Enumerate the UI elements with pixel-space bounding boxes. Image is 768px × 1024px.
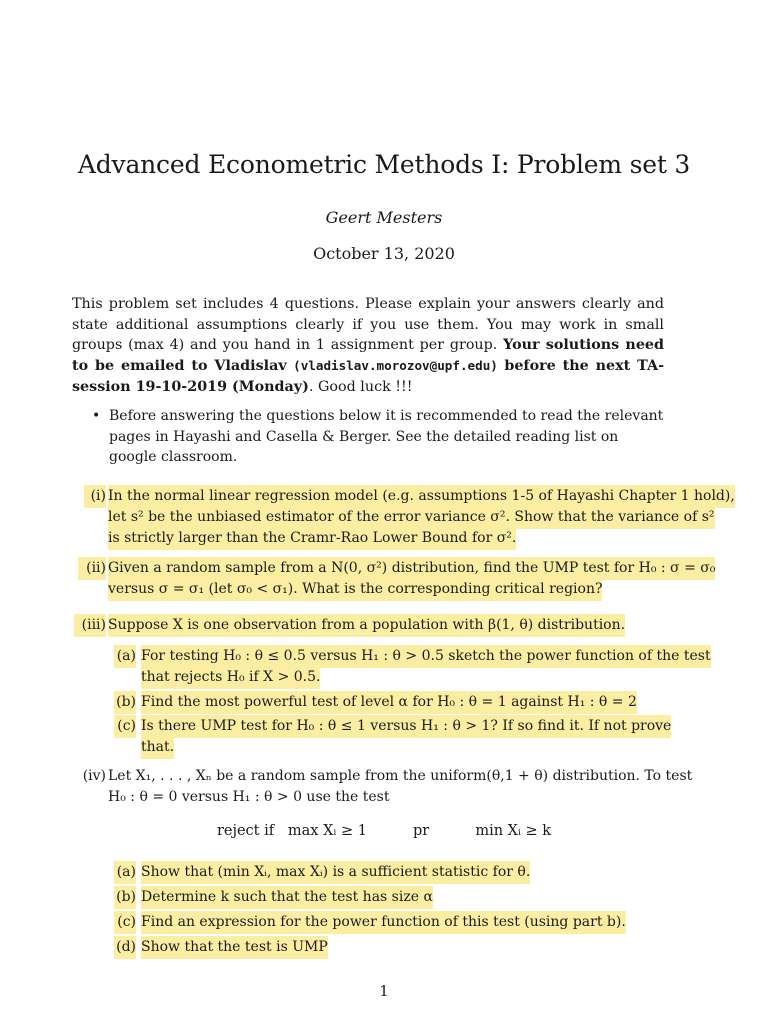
subquestion-line: For testing H₀ : θ ≤ 0.5 versus H₁ : θ > 0.5 sketch the power function of the test [141,645,711,668]
question-label: (iv) [82,768,106,784]
page-number: 1 [379,982,389,1000]
intro-bold-instruction: Your solutions need to be emailed to Vladislav [72,337,665,375]
subquestion-label: (d) [114,936,136,959]
rejection-rule-equation: reject if max Xᵢ ≥ 1 pr min Xᵢ ≥ k [216,823,552,839]
author-name: Geert Mesters [325,208,443,227]
question-line: H₀ : θ = 0 versus H₁ : θ > 0 use the test [108,789,390,805]
bullet-text: Before answering the questions below it is recommended to read the relevant pages in Hayashi and Casella & Berger. See the detailed reading list on google classroom. [109,408,664,465]
question-label: (ii) [78,557,106,580]
document-date: October 13, 2020 [313,244,455,263]
subquestion-label: (c) [114,715,136,738]
subquestion-line: Find the most powerful test of level α for H₀ : θ = 1 against H₁ : θ = 2 [141,691,637,714]
subquestion-label: (b) [114,886,136,909]
subquestion-line: Find an expression for the power function of this test (using part b). [141,911,626,934]
subquestion-line: that rejects H₀ if X > 0.5. [141,666,320,689]
question-line: Suppose X is one observation from a population with β(1, θ) distribution. [108,614,625,637]
subquestion-label: (a) [114,645,136,668]
bullet-dot-icon: • [92,408,101,424]
question-line: In the normal linear regression model (e.g. assumptions 1-5 of Hayashi Chapter 1 hold), [108,485,735,508]
intro-email: (vladislav.morozov@upf.edu) [293,358,498,374]
intro-paragraph [72,294,664,398]
subquestion-label: (c) [114,911,136,934]
subquestion-label: (a) [114,861,136,884]
subquestion-line: Is there UMP test for H₀ : θ ≤ 1 versus H₁ : θ > 1? If so find it. If not prove [141,715,671,738]
intro-text: This problem set includes 4 questions. Please explain your answers clearly and state additional assumptions clearly if you use them. You may work in small groups (max 4) and you hand in 1 assignment per group. [72,296,664,354]
question-line: Given a random sample from a N(0, σ²) distribution, find the UMP test for H₀ : σ = σ₀ [108,557,715,580]
subquestion-line: that. [141,736,174,759]
subquestion-line: Show that the test is UMP [141,936,328,959]
question-line: is strictly larger than the Cramr-Rao Lower Bound for σ². [108,527,516,550]
subquestion-label: (b) [114,691,136,714]
question-line: let s² be the unbiased estimator of the error variance σ². Show that the variance of s² [108,506,715,529]
document-title: Advanced Econometric Methods I: Problem set 3 [77,150,691,179]
question-line: Let X₁, . . . , Xₙ be a random sample from the uniform(θ,1 + θ) distribution. To test [108,768,693,784]
subquestion-line: Show that (min Xᵢ, max Xᵢ) is a sufficient statistic for θ. [141,861,530,884]
subquestion-line: Determine k such that the test has size α [141,886,433,909]
question-label: (i) [84,485,106,508]
intro-closing: . Good luck !!! [308,378,413,395]
intro-deadline: before the next TA-session 19-10-2019 (Monday) [72,358,665,395]
question-label: (iii) [74,614,106,637]
question-line: versus σ = σ₁ (let σ₀ < σ₁). What is the corresponding critical region? [108,578,602,601]
